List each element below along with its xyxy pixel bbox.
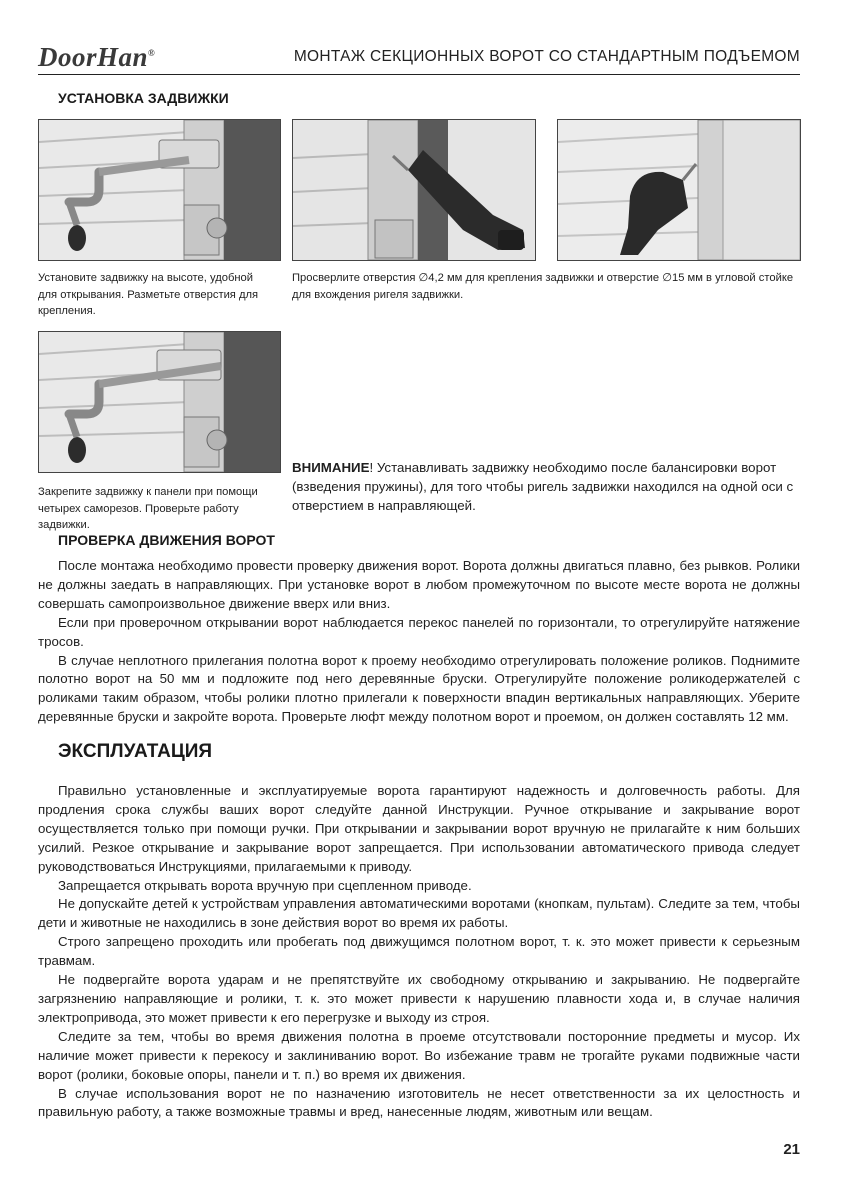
paragraph: Не подвергайте ворота ударам и не препятствуйте их свободному открыванию и закрыванию. Не подвергайте загрязнению направляющие и ролики, т. к. это может привести к нарушению плавности хода и, в случае наличия электропривода, это может привести к его перегрузке и выходу из строя.	[38, 972, 800, 1025]
operation-text	[38, 782, 800, 1122]
attention-label: ВНИМАНИЕ	[292, 460, 370, 475]
page-header	[38, 40, 800, 75]
attention-note	[292, 458, 802, 515]
logo-text: DoorHan	[38, 42, 149, 72]
caption-latch-fixed: Закрепите задвижку к панели при помощи четырех саморезов. Проверьте работу задвижки.	[38, 486, 258, 531]
figure-drilling-panel	[292, 119, 536, 261]
operation-section-heading: ЭКСПЛУАТАЦИЯ	[58, 741, 213, 762]
paragraph: В случае использования ворот не по назначению изготовитель не несет ответственности за их целостность и правильную работу, а также возможные травмы и вред, нанесенные людям, животным или вещам.	[38, 1085, 800, 1120]
paragraph: Правильно установленные и эксплуатируемые ворота гарантируют надежность и долговечность работы. Для продления срока службы ваших ворот следуйте данной Инструкции. Ручное открывание и закрывание ворот осуществляется только при помощи ручки. При открывании и закрывании ворот вручную не прилагайте к ним больших усилий. Резкое открывание и закрывание ворот запрещается. При использовании автоматического привода следует руководствоваться Инструкциями, прилагаемыми к приводу.	[38, 783, 800, 874]
movement-section-heading: ПРОВЕРКА ДВИЖЕНИЯ ВОРОТ	[58, 532, 275, 548]
figure-latch-position	[38, 119, 281, 261]
page-number: 21	[783, 1141, 800, 1158]
paragraph: Запрещается открывать ворота вручную при сцепленном приводе.	[58, 877, 472, 893]
paragraph: Строго запрещено проходить или пробегать под движущимся полотном ворот, т. к. это может привести к серьезным травмам.	[38, 934, 800, 969]
header-title: МОНТАЖ СЕКЦИОННЫХ ВОРОТ СО СТАНДАРТНЫМ ПОДЪЕМОМ	[293, 48, 800, 65]
figure-drilling-post	[557, 119, 801, 261]
caption-latch-position: Установите задвижку на высоте, удобной для открывания. Разметьте отверстия для крепления.	[38, 272, 259, 317]
movement-text	[38, 557, 800, 727]
caption-drilling: Просверлите отверстия ∅4,2 мм для крепления задвижки и отверстие ∅15 мм в угловой стойке для вхождения ригеля задвижки.	[292, 272, 794, 301]
doorhan-logo	[38, 42, 155, 73]
paragraph: Не допускайте детей к устройствам управления автоматическими воротами (кнопкам, пультам). Следите за тем, чтобы дети и животные не находились в зоне действия ворот во время их работы.	[38, 896, 800, 931]
paragraph: Следите за тем, чтобы во время движения полотна в проеме отсутствовали посторонние предметы и мусор. Их наличие может привести к перекосу и заклиниванию ворот. Во избежание травм не трогайте руками подвижные части ворот (ролики, боковые опоры, панели и т. п.) во время их движения.	[38, 1028, 800, 1082]
paragraph: Если при проверочном открывании ворот наблюдается перекос панелей по горизонтали, то отрегулируйте натяжение тросов.	[38, 614, 800, 649]
figure-latch-fixed	[38, 331, 281, 473]
paragraph: После монтажа необходимо провести проверку движения ворот. Ворота должны двигаться плавно, без рывков. Ролики не должны заедать в направляющих. При установке ворот в любом промежуточном по высоте месте ворота не должны совершать самопроизвольное движение вверх или вниз.	[38, 558, 800, 611]
attention-text: ! Устанавливать задвижку необходимо после балансировки ворот (взведения пружины), для того чтобы ригель задвижки находился на одной оси с отверстием в направляющей.	[292, 460, 794, 513]
logo-registered-mark: ®	[148, 48, 156, 58]
latch-section-heading: УСТАНОВКА ЗАДВИЖКИ	[58, 90, 229, 106]
paragraph: В случае неплотного прилегания полотна ворот к проему необходимо отрегулировать положение роликов. Поднимите полотно ворот на 50 мм и подложите под него деревянные бруски. Отрегулируйте положение роликодержателей с роликами таким образом, чтобы ролики плотно прилегали к поверхности впадин вертикальных направляющих. Уберите деревянные бруски и закройте ворота. Проверьте люфт между полотном ворот и проемом, он должен составлять 12 мм.	[38, 652, 800, 725]
